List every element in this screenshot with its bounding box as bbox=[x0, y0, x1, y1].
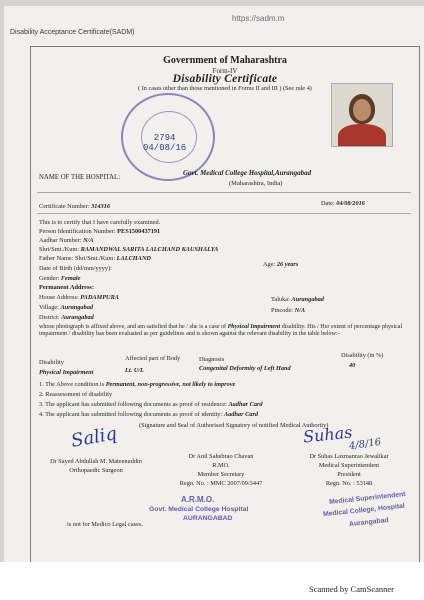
stamp-date: 04/08/16 bbox=[143, 143, 187, 153]
signatory-1: Dr Sayed Abdullah M. Mateenuddin Orthopaedic Surgeon bbox=[50, 458, 142, 474]
pid-value: PES1500437191 bbox=[117, 228, 161, 235]
dob-row: Date of Birth (dd/mm/yyyy): bbox=[39, 265, 112, 272]
government-heading: Government of Maharashtra bbox=[163, 55, 287, 66]
pid-row: Person Identification Number: PES1500437191 bbox=[39, 228, 161, 235]
certificate-subtitle: ( In cases other than those mentioned in Forms II and III ) (See rule 4) bbox=[138, 85, 312, 92]
aadhar-row: Aadhar Number: N/A bbox=[39, 237, 94, 244]
table-cell-body-part: Lt. U/L bbox=[125, 367, 144, 374]
medico-legal-note: is not for Medico Legal cases. bbox=[67, 521, 143, 528]
signature-date-scrawl: 4/8/16 bbox=[348, 436, 382, 453]
age-row: Age: 26 years bbox=[263, 261, 299, 268]
hospital-name: Govt. Medical College Hospital,Aurangabad bbox=[183, 169, 312, 177]
certificate-number: 314316 bbox=[91, 203, 110, 210]
gmc-stamp: Govt. Medical College Hospital bbox=[149, 506, 249, 513]
certificate-number-row: Certificate Number: 314316 bbox=[39, 203, 110, 210]
signatory-3: Dr Suhas Laxmanrao Jewalikar Medical Superintendent President Regn. No. : 53148 bbox=[309, 453, 389, 487]
ms-stamp-line-2: Medical College, Hospital bbox=[322, 502, 406, 519]
house-value: PADAMPURA bbox=[80, 294, 120, 301]
district-value: Aurangabad bbox=[61, 314, 94, 321]
form-number: Form-IV bbox=[212, 67, 238, 75]
certificate-date: 04/08/2016 bbox=[336, 200, 365, 207]
table-header-percent: Disability (in %) bbox=[341, 352, 384, 359]
village-row: Village: Aurangabad bbox=[39, 304, 94, 311]
condition-1: 1. The Above condition is Permanent, non-progressive, not likely to improve bbox=[39, 381, 236, 388]
case-type: Physical Impairment bbox=[227, 324, 281, 330]
name-row: Shri/Smt./Kum: RAMANDWAL SARITA LALCHAND KAUSHALYA bbox=[39, 246, 219, 253]
applicant-name: RAMANDWAL SARITA LALCHAND KAUSHALYA bbox=[80, 246, 219, 253]
divider bbox=[37, 192, 411, 193]
table-header-disability: Disability bbox=[39, 359, 64, 366]
camscanner-watermark: Scanned by CamScanner bbox=[309, 584, 394, 594]
intro-text: This is to certify that I have carefully examined. bbox=[39, 219, 161, 226]
stamp-number-date bbox=[143, 133, 186, 153]
table-cell-disability: Physical Impairment bbox=[39, 369, 94, 376]
signature-scrawl-right: Suhas bbox=[302, 422, 354, 447]
hospital-label: NAME OF THE HOSPITAL: bbox=[39, 174, 121, 181]
armo-stamp: A.R.M.O. bbox=[181, 495, 215, 504]
ms-stamp-line-3: Aurangabad bbox=[348, 516, 389, 529]
taluka-row: Taluka: Aurangabad bbox=[271, 296, 324, 303]
assessment-paragraph: whose photograph is affixed above, and am satisfied that he / she is a case of Physical Impairment disability. His / Her extent of percentage physical impairment / disability has been evaluated as per guidelines and is shown against the relevant disability in the table below:- bbox=[39, 324, 403, 338]
aadhar-value: N/A bbox=[83, 237, 94, 244]
permanent-address-label: Permanent Address: bbox=[39, 284, 94, 291]
applicant-photo bbox=[331, 83, 393, 147]
gender-row: Gender: Female bbox=[39, 275, 81, 282]
age-value: 26 years bbox=[276, 261, 299, 268]
condition-3: 3. The applicant has submitted following documents as proof of residence: Aadhar Card bbox=[39, 401, 263, 408]
pincode-value: N/A bbox=[294, 307, 306, 314]
stamp-number: 2794 bbox=[153, 133, 176, 143]
certificate-title: Disability Certificate bbox=[172, 73, 278, 85]
condition-2: 2. Reassessment of disability bbox=[39, 391, 113, 398]
signatory-2: Dr Anil Sahebrao Chavan R.MO. Member Secretary Regn. No. : MMC 2007/09/3447 bbox=[179, 453, 263, 487]
gender-value: Female bbox=[60, 275, 81, 282]
browser-url: https://sadm.m bbox=[232, 14, 285, 23]
table-cell-diagnosis: Congenital Deformity of Left Hand bbox=[199, 365, 291, 372]
father-row: Father Name: Shri/Smt./Kum: LALCHAND bbox=[39, 255, 151, 262]
taluka-value: Aurangabad bbox=[291, 296, 324, 303]
certificate-form bbox=[30, 46, 420, 572]
divider bbox=[37, 213, 411, 214]
signature-heading: (Signature and Seal of Authorised Signatory of notified Medical Authority) bbox=[139, 422, 329, 429]
house-row: House Address: PADAMPURA bbox=[39, 294, 120, 301]
scan-footer bbox=[0, 562, 424, 600]
father-name: LALCHAND bbox=[116, 255, 151, 262]
browser-page-title: Disability Acceptance Certificate(SADM) bbox=[10, 29, 135, 36]
village-value: Aurangabad bbox=[60, 304, 94, 311]
district-row: District: Aurangabad bbox=[39, 314, 94, 321]
certificate-date-row: Date: 04/08/2016 bbox=[321, 200, 365, 207]
aurangabad-stamp: AURANGABAD bbox=[183, 515, 233, 522]
pincode-row: Pincode: N/A bbox=[271, 307, 306, 314]
table-header-diagnosis: Diagnosis bbox=[199, 356, 225, 363]
signature-scrawl-left: Saliq bbox=[69, 423, 119, 452]
table-header-body-part: Affected part of Body bbox=[125, 355, 181, 362]
ms-stamp-line-1: Medical Superintendent bbox=[328, 491, 406, 506]
hospital-location: (Maharashtra, India) bbox=[229, 180, 283, 187]
condition-4: 4. The applicant has submitted following documents as proof of identity: Aadhar Card bbox=[39, 411, 259, 418]
table-cell-percent: 40 bbox=[349, 362, 356, 369]
